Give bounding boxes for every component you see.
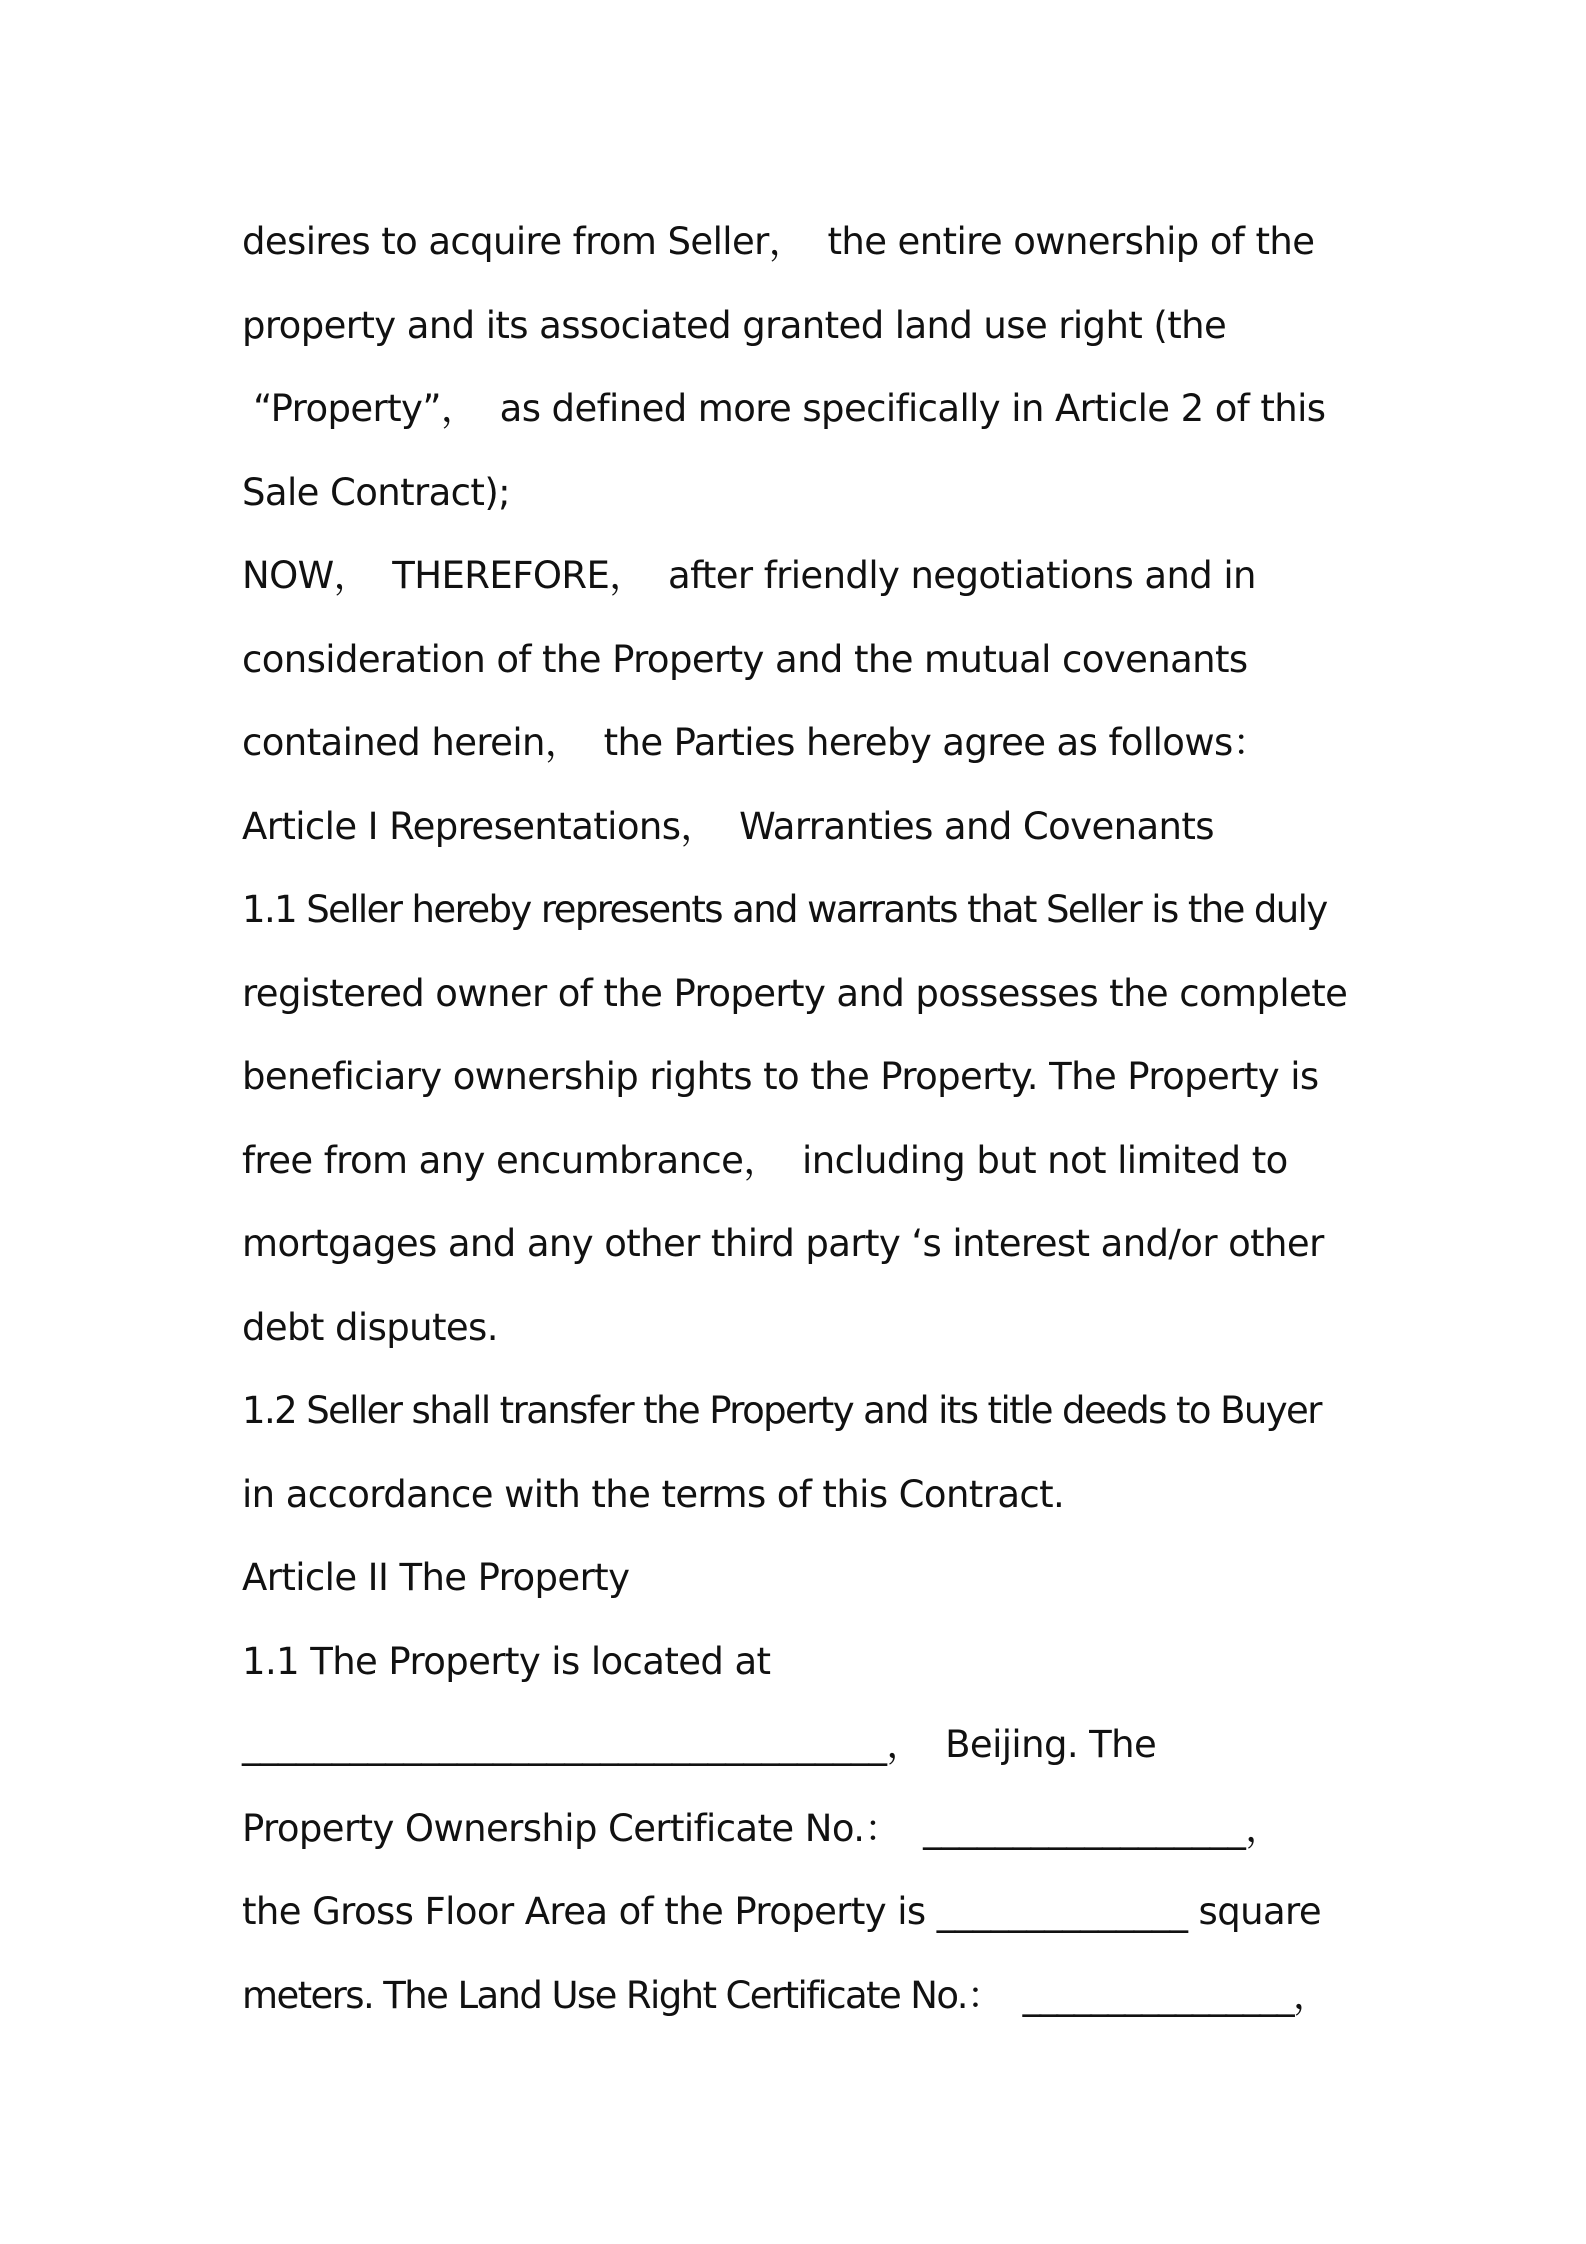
text-line: 1.1 Seller hereby represents and warrants that Seller is the duly [242,888,1327,931]
text-line: 1.2 Seller shall transfer the Property and its title deeds to Buyer [242,1389,1321,1432]
text-line: property and its associated granted land use right (the [242,303,1227,347]
text-line: debt disputes. [242,1305,498,1349]
text-line: free from any encumbrance， including but not limited to [242,1138,1288,1182]
text-line: Sale Contract); [242,470,511,514]
text-line: desires to acquire from Seller， the entire ownership of the [242,220,1315,263]
text-line: in accordance with the terms of this Contract. [242,1472,1065,1516]
article-heading: Article II The Property [242,1556,630,1599]
text-line: meters. The Land Use Right Certificate No.： ________________， [242,1973,1329,2017]
text-line: Property Ownership Certificate No.： __________________， [242,1806,1282,1850]
text-line: beneficiary ownership rights to the Property. The Property is [242,1055,1319,1098]
text-line: contained herein， the Parties hereby agree as follows： [242,721,1270,764]
text-line: the Gross Floor Area of the Property is ______________ square [242,1890,1321,1933]
text-line: registered owner of the Property and possesses the complete [242,971,1348,1015]
text-line: consideration of the Property and the mutual covenants [242,637,1248,681]
text-line: ____________________________________， Beijing. The [242,1723,1157,1766]
text-line: NOW， THEREFORE， after friendly negotiations and in [242,554,1256,597]
text-line: mortgages and any other third party ‘s interest and/or other [242,1222,1324,1265]
document-body [242,200,1382,2037]
article-heading: Article I Representations， Warranties and Covenants [242,804,1214,848]
text-line: “Property”， as defined more specifically in Article 2 of this [242,387,1326,430]
text-line: 1.1 The Property is located at [242,1639,771,1683]
